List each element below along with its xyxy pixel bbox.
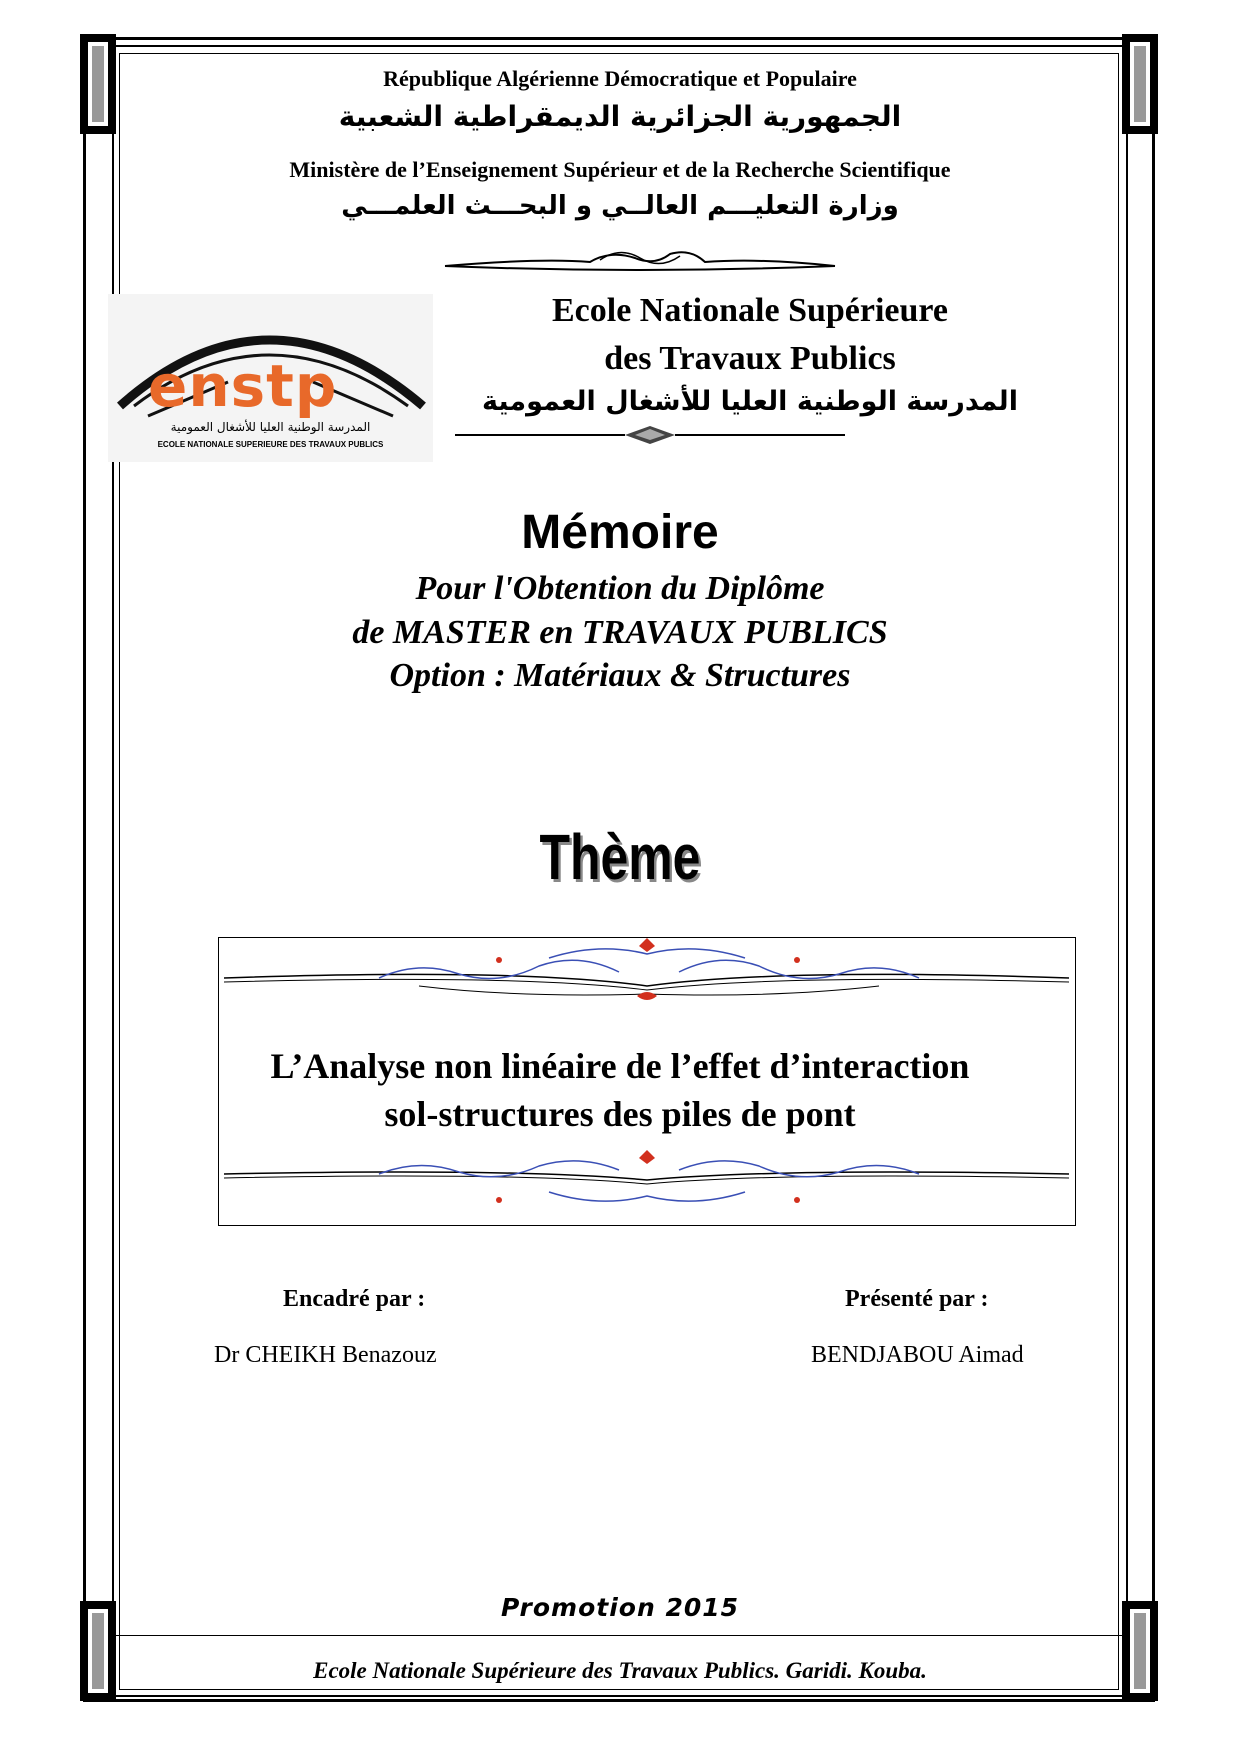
logo-caption-fr: ECOLE NATIONALE SUPERIEURE DES TRAVAUX PUBLICS: [157, 440, 384, 449]
republic-ar: الجمهورية الجزائرية الديمقراطية الشعبية: [338, 100, 902, 133]
memoire-title: Mémoire: [521, 506, 719, 559]
diploma-line1: Pour l'Obtention du Diplôme: [415, 570, 825, 607]
thesis-title-line2: sol-structures des piles de pont: [384, 1094, 856, 1134]
presenter-name: BENDJABOU Aimad: [811, 1342, 1024, 1368]
logo-wordmark: enstp: [148, 352, 338, 420]
school-name-line1: Ecole Nationale Supérieure: [552, 292, 948, 329]
ministry-ar: وزارة التعليـــم العالــي و البحـــث العلمـــي: [341, 191, 899, 221]
diploma-line3: Option : Matériaux & Structures: [389, 657, 851, 694]
school-name-ar: المدرسة الوطنية العليا للأشغال العمومية: [482, 386, 1018, 417]
ornament-bottom: [219, 1144, 1075, 1224]
ornament-top: [219, 938, 1075, 1018]
presenter-label: Présenté par :: [845, 1286, 989, 1312]
school-divider: [455, 426, 845, 450]
supervisor-label: Encadré par :: [283, 1286, 426, 1312]
ministry-fr: Ministère de l’Enseignement Supérieur et de la Recherche Scientifique: [289, 157, 951, 182]
footer-rule: [112, 1635, 1128, 1636]
promotion-year: Promotion 2015: [500, 1593, 740, 1622]
school-name-line2: des Travaux Publics: [604, 340, 896, 377]
header-flourish-divider: [440, 244, 840, 274]
theme-heading: Thème: [539, 821, 701, 893]
enstp-logo: [108, 294, 433, 462]
logo-caption-ar: المدرسة الوطنية العليا للأشغال العمومية: [170, 420, 371, 434]
thesis-title-line1: L’Analyse non linéaire de l’effet d’interaction: [270, 1046, 970, 1086]
republic-fr: République Algérienne Démocratique et Populaire: [383, 66, 857, 91]
diploma-line2: de MASTER en TRAVAUX PUBLICS: [352, 614, 888, 651]
supervisor-name: Dr CHEIKH Benazouz: [214, 1342, 437, 1368]
footer-address: Ecole Nationale Supérieure des Travaux Publics. Garidi. Kouba.: [313, 1658, 927, 1683]
